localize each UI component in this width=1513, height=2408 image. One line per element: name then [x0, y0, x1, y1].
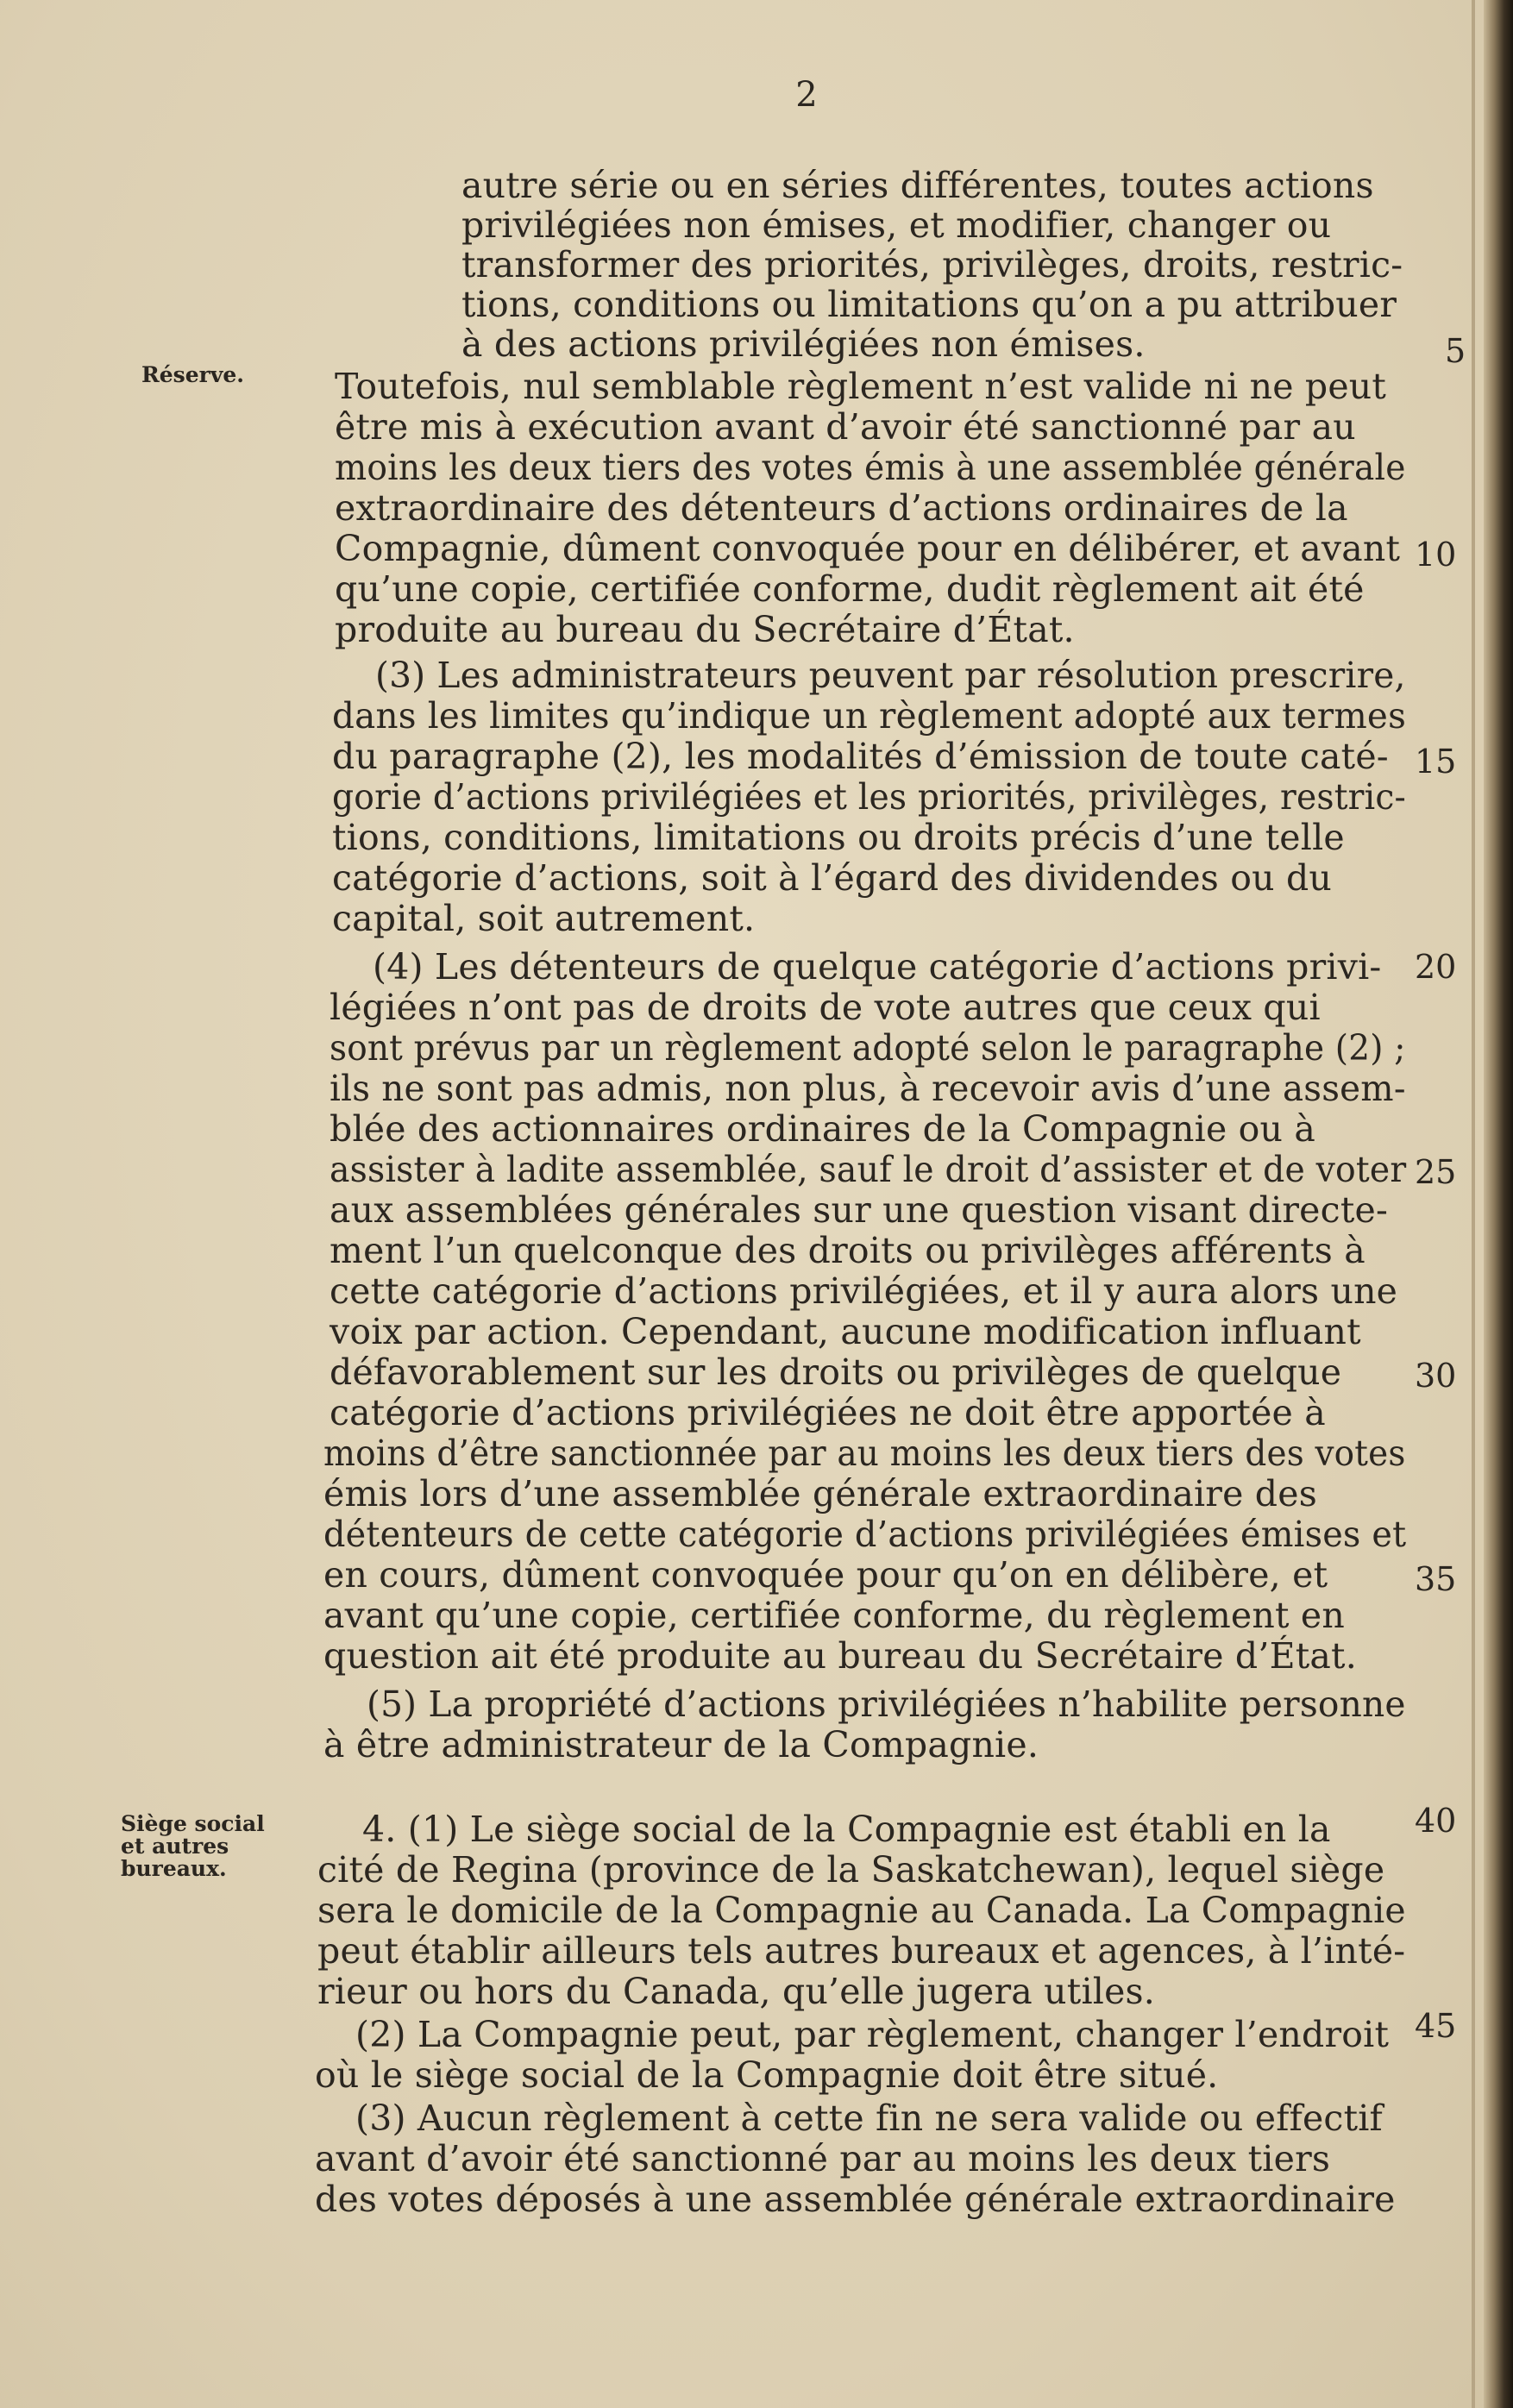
text-line: question ait été produite au bureau du Secrétaire d’État. [323, 1635, 1357, 1677]
line-number: 20 [1415, 948, 1457, 986]
text-line: blée des actionnaires ordinaires de la Compagnie ou à [330, 1108, 1316, 1150]
line-number: 45 [1415, 2007, 1457, 2045]
margin-note-siege-line2: et autres [121, 1834, 229, 1859]
text-line: détenteurs de cette catégorie d’actions privilégiées émises et [323, 1514, 1407, 1555]
text-line: tions, conditions, limitations ou droits précis d’une telle [332, 817, 1345, 858]
text-line: (3) Les administrateurs peuvent par résolution prescrire, [375, 655, 1406, 696]
text-line: sont prévus par un règlement adopté selon le paragraphe (2) ; [330, 1027, 1406, 1069]
text-line: peut établir ailleurs tels autres bureaux et agences, à l’inté- [317, 1930, 1406, 1972]
line-number: 5 [1445, 332, 1466, 370]
text-line: en cours, dûment convoquée pour qu’on en délibère, et [323, 1554, 1328, 1596]
text-line: (4) Les détenteurs de quelque catégorie d’actions privi- [373, 946, 1382, 988]
text-line: ils ne sont pas admis, non plus, à recevoir avis d’une assem- [330, 1068, 1406, 1109]
text-line: à des actions privilégiées non émises. [461, 323, 1146, 365]
margin-note-siege-line1: Siège social [121, 1811, 265, 1836]
text-line: catégorie d’actions privilégiées ne doit être apportée à [330, 1392, 1326, 1433]
text-line: catégorie d’actions, soit à l’égard des dividendes ou du [332, 857, 1333, 899]
margin-note-siege-line3: bureaux. [121, 1856, 227, 1881]
text-line: autre série ou en séries différentes, toutes actions [461, 165, 1374, 206]
text-line: tions, conditions ou limitations qu’on a pu attribuer [461, 284, 1397, 325]
text-line: moins d’être sanctionnée par au moins les deux tiers des votes [323, 1433, 1406, 1474]
page-number: 2 [795, 75, 818, 115]
text-line: sera le domicile de la Compagnie au Canada. La Compagnie [317, 1890, 1406, 1931]
text-line: avant d’avoir été sanctionné par au moins les deux tiers [315, 2138, 1331, 2179]
line-number: 25 [1415, 1153, 1457, 1191]
text-line: légiées n’ont pas de droits de vote autres que ceux qui [330, 987, 1321, 1028]
text-line: où le siège social de la Compagnie doit être situé. [315, 2054, 1219, 2096]
text-line: (2) La Compagnie peut, par règlement, changer l’endroit [355, 2014, 1390, 2055]
text-line: cité de Regina (province de la Saskatchewan), lequel siège [317, 1849, 1385, 1891]
line-number: 30 [1415, 1357, 1457, 1395]
text-line: des votes déposés à une assemblée générale extraordinaire [315, 2179, 1396, 2220]
text-line: être mis à exécution avant d’avoir été sanctionné par au [335, 406, 1356, 448]
line-number: 40 [1415, 1802, 1457, 1840]
text-line: privilégiées non émises, et modifier, changer ou [461, 204, 1332, 246]
text-line: cette catégorie d’actions privilégiées, et il y aura alors une [330, 1270, 1398, 1312]
margin-note-reserve: Réserve. [141, 362, 244, 387]
text-line: Toutefois, nul semblable règlement n’est valide ni ne peut [335, 366, 1387, 407]
text-line: extraordinaire des détenteurs d’actions ordinaires de la [335, 487, 1348, 529]
text-line: 4. (1) Le siège social de la Compagnie est établi en la [362, 1809, 1331, 1850]
line-number: 15 [1415, 743, 1457, 781]
text-line: émis lors d’une assemblée générale extraordinaire des [323, 1473, 1317, 1514]
text-line: avant qu’une copie, certifiée conforme, du règlement en [323, 1595, 1345, 1636]
text-line: Compagnie, dûment convoquée pour en délibérer, et avant [335, 528, 1401, 569]
text-line: du paragraphe (2), les modalités d’émission de toute caté- [332, 736, 1389, 777]
text-line: rieur ou hors du Canada, qu’elle jugera utiles. [317, 1971, 1156, 2012]
text-line: produite au bureau du Secrétaire d’État. [335, 609, 1075, 650]
line-number: 35 [1415, 1560, 1457, 1598]
text-line: à être administrateur de la Compagnie. [323, 1724, 1039, 1765]
text-line: gorie d’actions privilégiées et les priorités, privilèges, restric- [332, 776, 1406, 818]
text-line: (3) Aucun règlement à cette fin ne sera valide ou effectif [355, 2098, 1383, 2139]
text-line: moins les deux tiers des votes émis à une assemblée générale [335, 447, 1406, 488]
text-line: ment l’un quelconque des droits ou privilèges afférents à [330, 1230, 1365, 1271]
text-line: (5) La propriété d’actions privilégiées n’habilite personne [367, 1684, 1406, 1725]
text-line: qu’une copie, certifiée conforme, dudit règlement ait été [335, 568, 1365, 610]
text-line: voix par action. Cependant, aucune modification influant [330, 1311, 1361, 1352]
text-line: transformer des priorités, privilèges, droits, restric- [461, 244, 1403, 285]
text-line: capital, soit autrement. [332, 898, 756, 939]
text-line: aux assemblées générales sur une question visant directe- [330, 1189, 1389, 1231]
text-line: dans les limites qu’indique un règlement adopté aux termes [332, 695, 1407, 737]
line-number: 10 [1415, 536, 1457, 574]
text-line: défavorablement sur les droits ou privilèges de quelque [330, 1351, 1342, 1393]
text-line: assister à ladite assemblée, sauf le droit d’assister et de voter [330, 1149, 1407, 1190]
